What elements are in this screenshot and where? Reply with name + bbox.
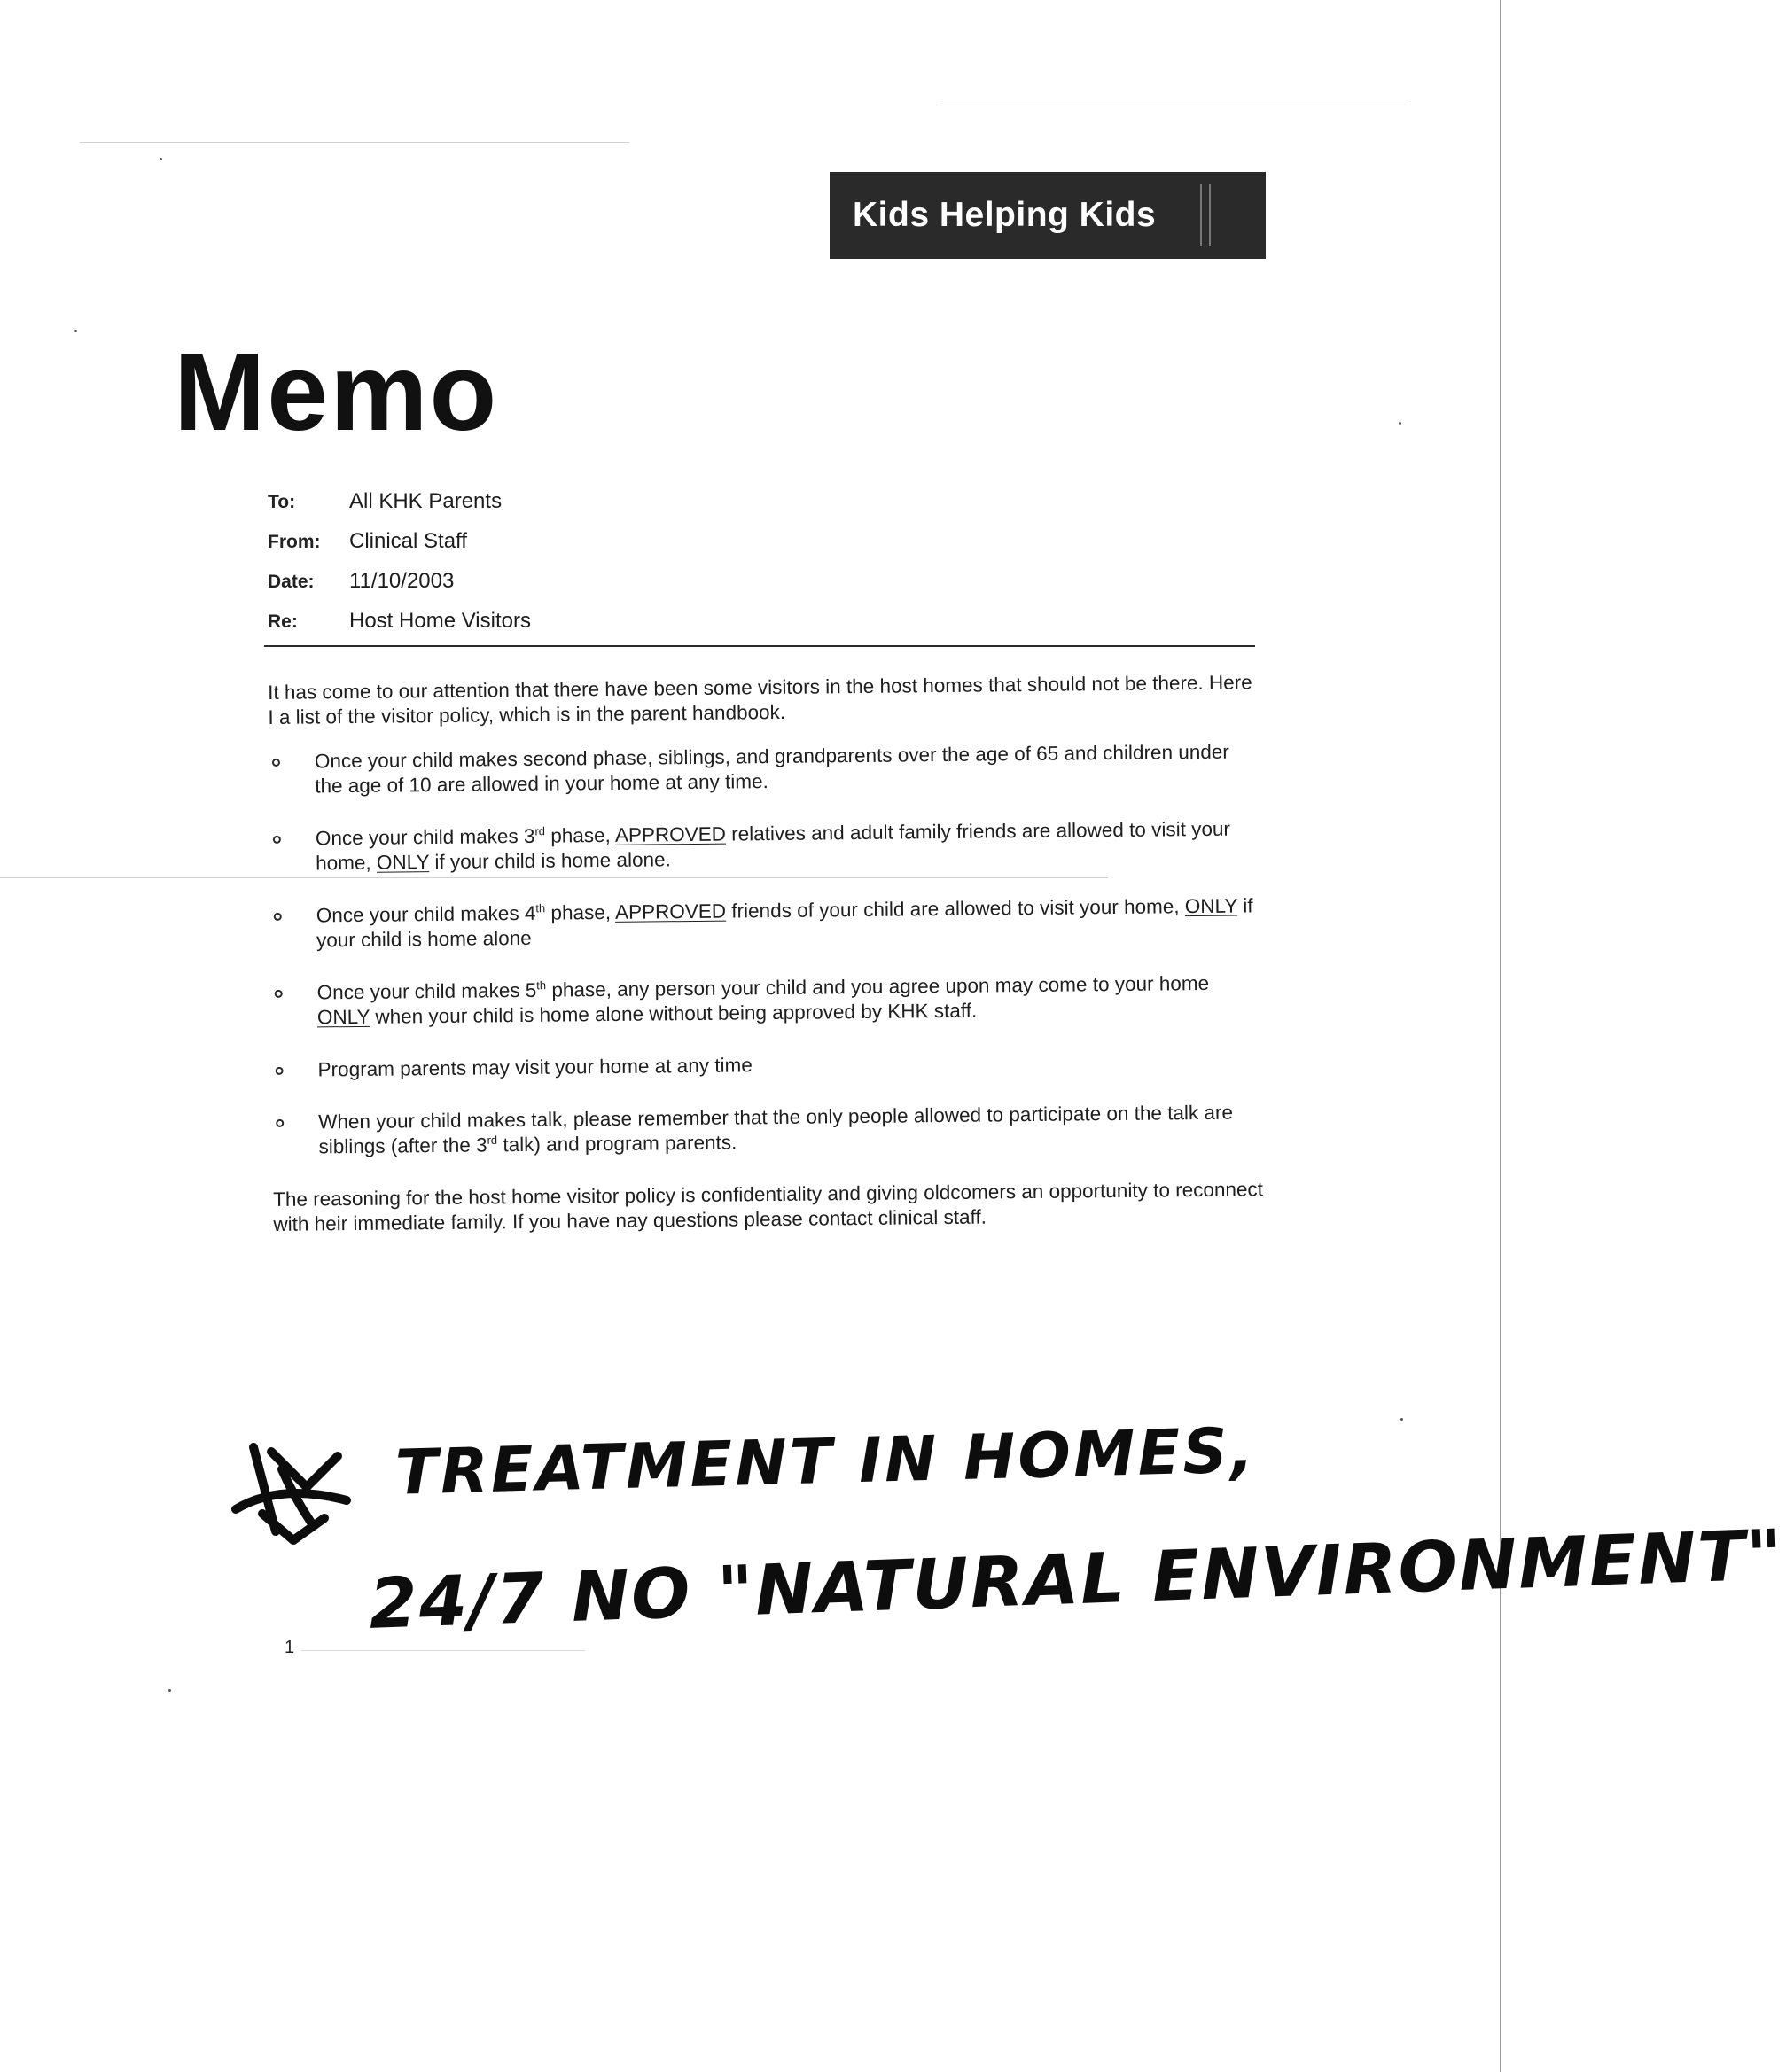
brand-stripes-decoration: [1200, 184, 1211, 246]
handwritten-line-2: 24/7 NO "NATURAL ENVIRONMENT": [367, 1515, 1786, 1645]
closing-paragraph: The reasoning for the host home visitor policy is confidentiality and giving oldcomers an opportunity to reconnect with heir immediate family. If you have nay questions please contact clinical staff.: [273, 1178, 1264, 1235]
memo-header-fields: [268, 489, 531, 649]
bullet-text: When your child makes talk, please remember that the only people allowed to participate on the talk are siblings (after the 3rd talk) and program parents.: [318, 1101, 1234, 1158]
brand-name: Kids Helping Kids: [853, 196, 1157, 234]
list-item: [270, 893, 1262, 954]
from-value: Clinical Staff: [349, 529, 467, 553]
scan-speck: [74, 330, 77, 332]
page-number: 1: [285, 1638, 295, 1657]
to-label: To:: [268, 492, 296, 512]
bullet-text: Once your child makes 3rd phase, APPROVED relatives and adult family friends are allowed to visit your home, ONLY if your child is home alone.: [315, 817, 1231, 875]
bullet-icon: [273, 836, 281, 844]
date-label: Date:: [268, 572, 315, 592]
memo-title: Memo: [174, 331, 499, 454]
bullet-icon: [276, 1067, 284, 1075]
list-item: [269, 816, 1261, 876]
bullet-text: Program parents may visit your home at any time: [317, 1054, 753, 1081]
re-label: Re:: [268, 611, 298, 632]
intro-paragraph: It has come to our attention that there have been some visitors in the host homes that should not be there. Here I a list of the visitor policy, which is in the parent handbook.: [268, 671, 1252, 728]
scan-artifact-line: [80, 142, 629, 143]
bullet-icon: [274, 913, 282, 921]
bullet-text: Once your child makes 4th phase, APPROVED friends of your child are allowed to visit your home, ONLY if your child is home alone: [316, 894, 1253, 952]
list-item: [269, 739, 1260, 799]
brand-banner: [830, 172, 1266, 259]
bullet-text: Once your child makes second phase, siblings, and grandparents over the age of 65 and children under the age of 10 are allowed in your home at any time.: [314, 740, 1229, 798]
re-value: Host Home Visitors: [349, 609, 531, 633]
handwritten-annotation: [227, 1407, 1786, 1673]
from-label: From:: [268, 532, 321, 552]
date-value: 11/10/2003: [349, 569, 455, 593]
list-item: [272, 1100, 1264, 1160]
handwritten-line-1: TREATMENT IN HOMES,: [394, 1414, 1258, 1509]
scan-speck: [1399, 422, 1401, 425]
bullet-icon: [272, 759, 280, 767]
memo-body: [268, 670, 1265, 1257]
field-date: [268, 569, 531, 609]
scan-speck: [168, 1689, 171, 1692]
scan-edge: [1500, 0, 1501, 2072]
bullet-text: Once your child makes 5th phase, any person your child and you agree upon may come to your home ONLY when your child is home alone without being approved by KHK staff.: [316, 971, 1210, 1029]
list-item: [271, 1048, 1262, 1083]
visitor-policy-list: [269, 739, 1264, 1160]
field-to: [268, 489, 531, 529]
field-from: [268, 529, 531, 569]
header-divider: [264, 645, 1255, 647]
scan-speck: [160, 158, 162, 160]
asterisk-scribble-icon: [227, 1434, 360, 1549]
to-value: All KHK Parents: [349, 489, 503, 513]
field-re: [268, 609, 531, 649]
bullet-icon: [276, 1119, 284, 1127]
list-item: [271, 970, 1263, 1031]
bullet-icon: [275, 990, 283, 998]
